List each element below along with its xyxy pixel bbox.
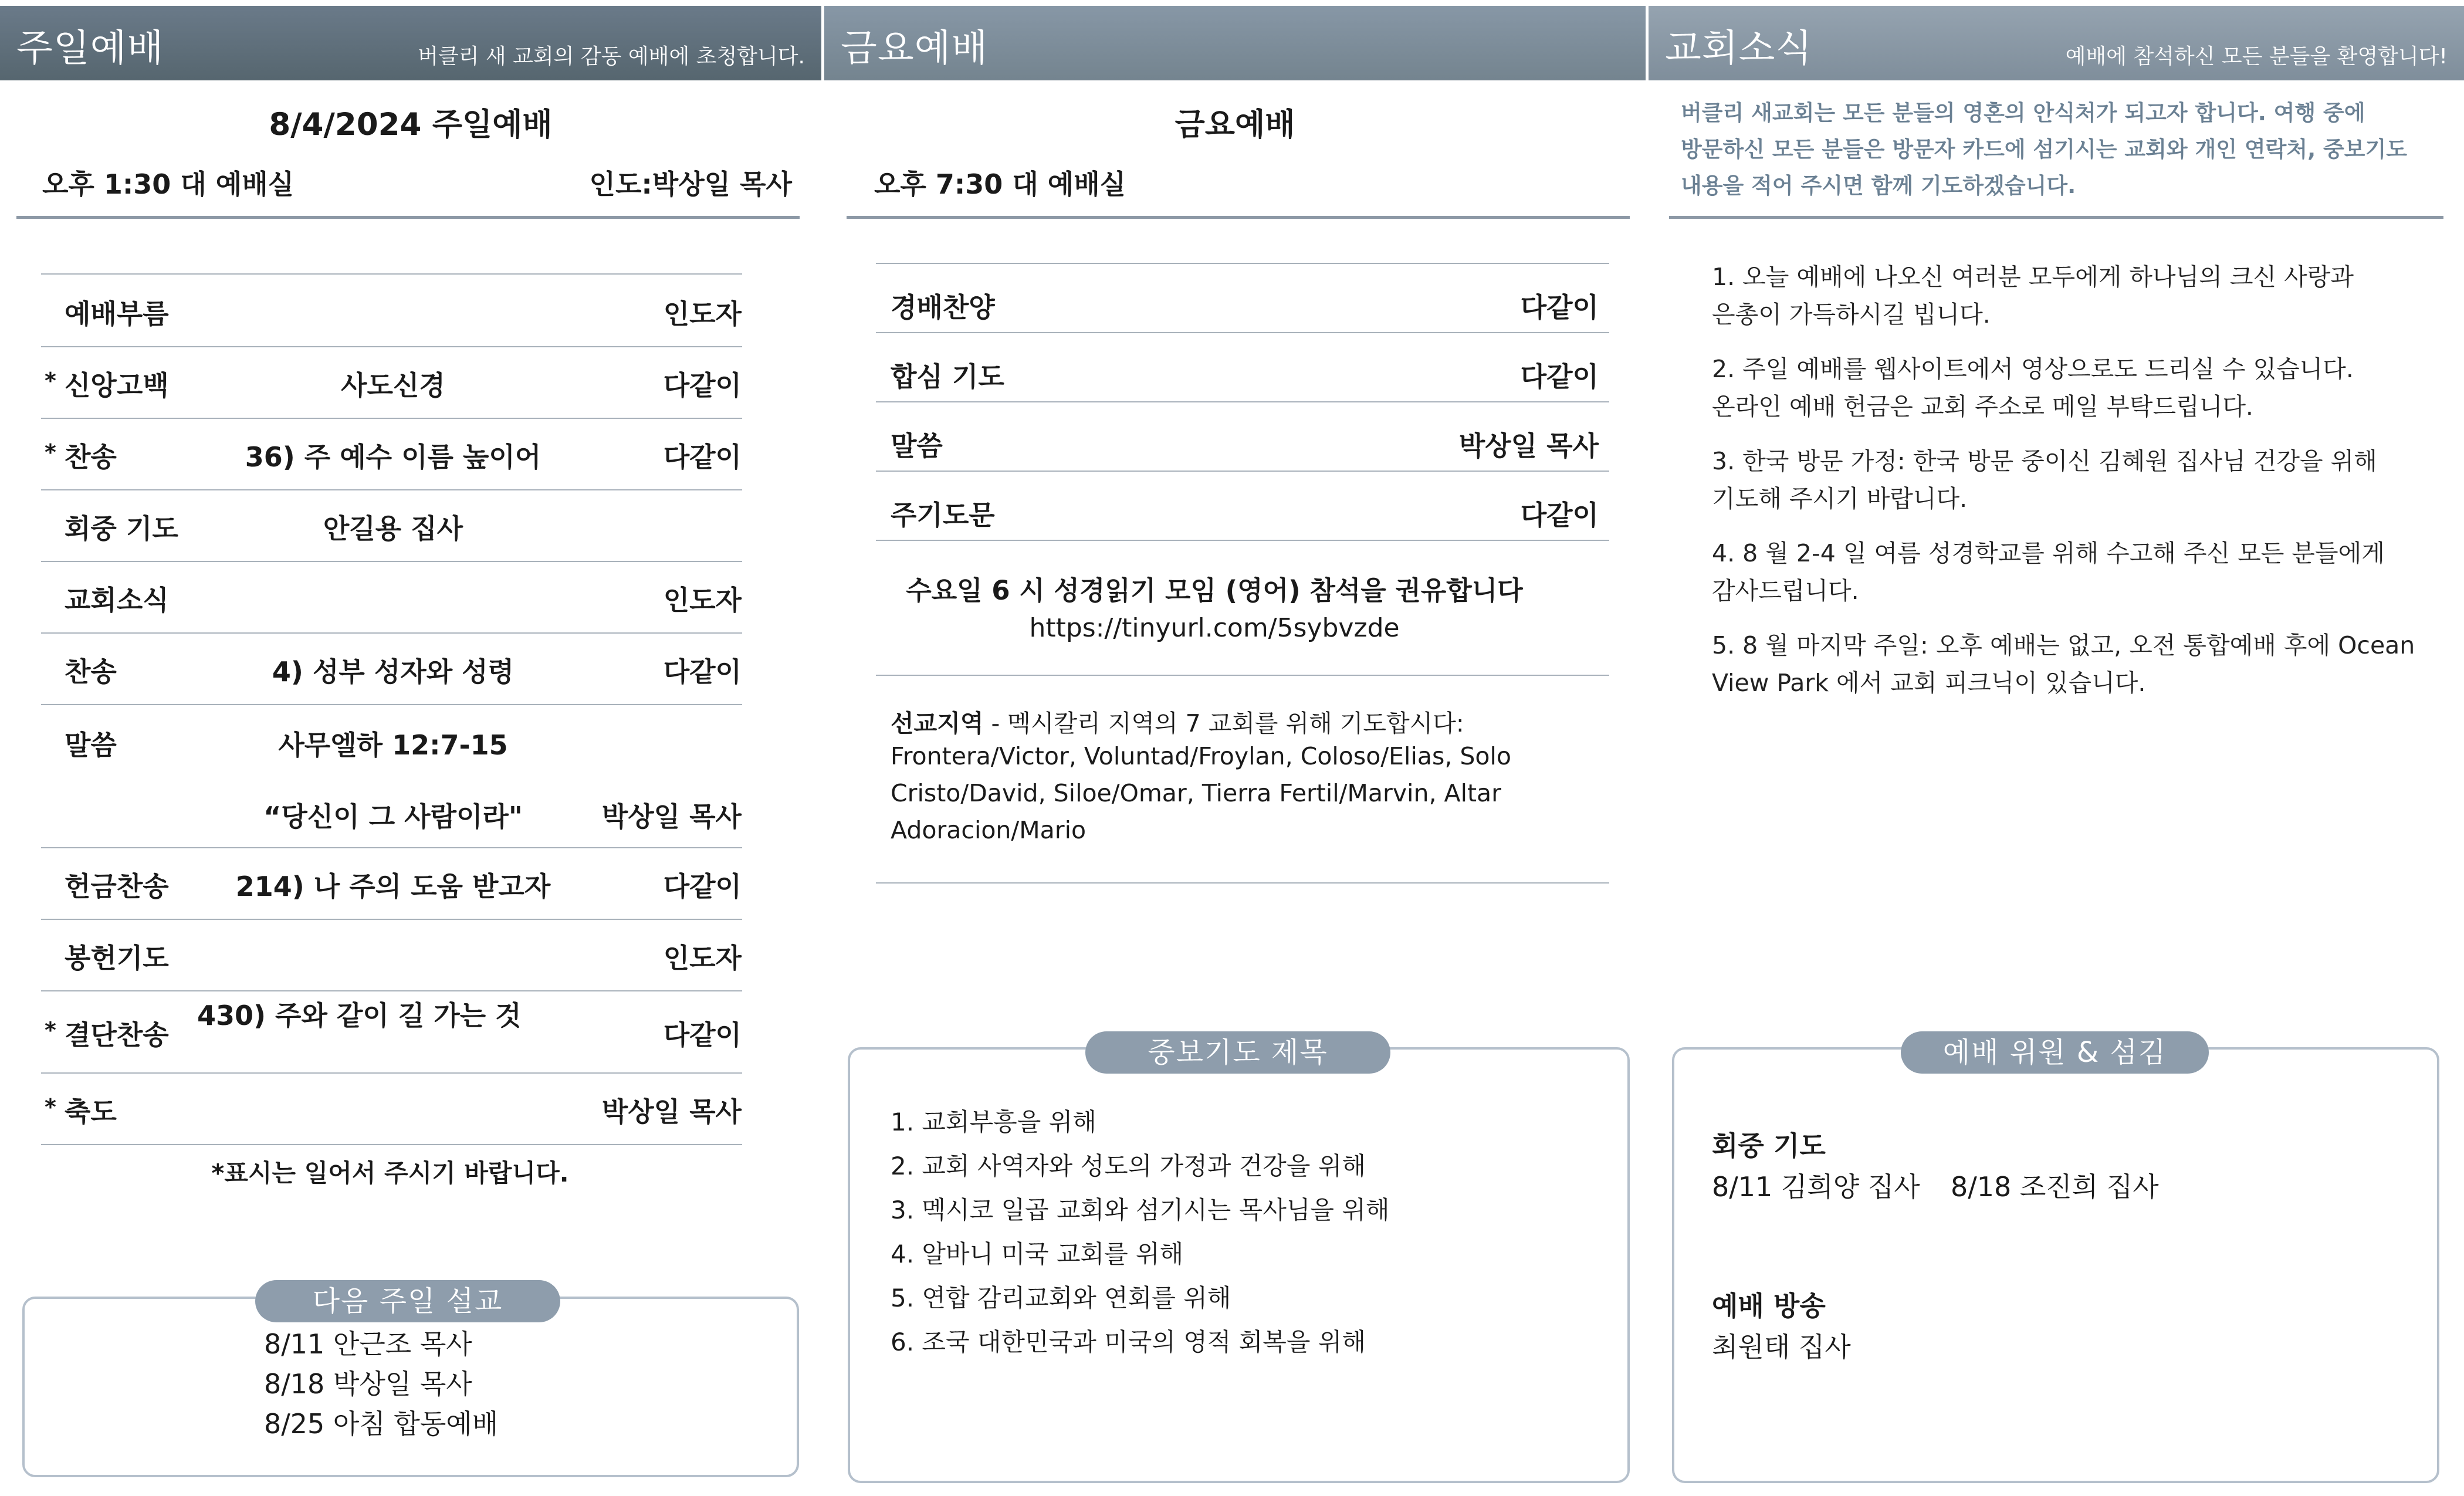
mission-line: Adoracion/Mario <box>891 816 1087 844</box>
news-header-subtitle: 예배에 참석하신 모든 분들을 환영합니다! <box>2065 45 2448 69</box>
notice-line: 버클리 새교회는 모든 분들의 영혼의 안식처가 되고자 합니다. 여행 중에 <box>1681 100 2365 126</box>
news-item <box>1712 350 2354 425</box>
order-rule <box>876 263 1609 264</box>
order-leader: 다같이 <box>663 656 742 688</box>
news-line: 3. 한국 방문 가정: 한국 방문 중이신 김혜원 집사님 건강을 위해 <box>1712 447 2377 475</box>
prayer-item: 6. 조국 대한민국과 미국의 영적 회복을 위해 <box>891 1328 1366 1356</box>
news-line: 1. 오늘 예배에 나오신 여러분 모두에게 하나님의 크신 사랑과 <box>1712 263 2354 291</box>
news-line: 4. 8 월 2-4 일 여름 성경학교를 위해 수고해 주신 모든 분들에게 <box>1712 539 2385 567</box>
order-item: 찬송 <box>65 441 117 473</box>
staff-box <box>1672 1047 2439 1483</box>
order-content: 안길용 집사 <box>323 513 463 544</box>
order-leader: 다같이 <box>663 871 742 902</box>
broadcast-label: 예배 방송 <box>1712 1290 1826 1322</box>
order-leader: 인도자 <box>663 298 742 330</box>
order-leader: 다같이 <box>1520 361 1599 392</box>
staff-title: 예배 위원 & 섬김 <box>1901 1031 2209 1074</box>
order-rule <box>876 471 1609 472</box>
order-rule <box>876 332 1609 333</box>
order-rule <box>41 1144 742 1145</box>
friday-title: 금요예배 <box>1175 107 1295 143</box>
order-rule <box>41 1072 742 1074</box>
order-rule <box>41 632 742 634</box>
order-content: 36) 주 예수 이름 높이어 <box>245 441 541 473</box>
order-leader: 인도자 <box>663 584 742 616</box>
order-item: 찬송 <box>65 656 117 688</box>
sunday-header-subtitle: 버클리 새 교회의 감동 예배에 초청합니다. <box>418 45 805 69</box>
prayer-item: 1. 교회부흥을 위해 <box>891 1108 1096 1136</box>
order-item: 축도 <box>65 1096 117 1128</box>
prayer-item: 5. 연합 감리교회와 연회를 위해 <box>891 1284 1231 1312</box>
order-leader: 다같이 <box>663 1019 742 1051</box>
friday-header <box>824 6 1646 80</box>
mission-label: 선교지역 <box>891 709 984 737</box>
next-sermon-3: 8/25 아침 합동예배 <box>264 1408 499 1440</box>
news-item <box>1712 627 2415 702</box>
news-line: 감사드립니다. <box>1712 577 1859 605</box>
order-item: 주기도문 <box>891 499 995 531</box>
order-leader: 박상일 목사 <box>601 1096 742 1128</box>
order-rule <box>41 561 742 562</box>
news-panel <box>1649 6 2464 1496</box>
order-rule <box>41 273 742 275</box>
mission-line: Frontera/Victor, Voluntad/Froylan, Coloso/Elias, Solo <box>891 742 1511 770</box>
friday-header-rule <box>847 216 1630 219</box>
wednesday-title: 수요일 6 시 성경읽기 모임 (영어) 참석을 권유합니다 <box>906 575 1523 606</box>
news-header-rule <box>1669 216 2443 219</box>
welcome-notice <box>1681 95 2407 204</box>
order-item: 경배찬양 <box>891 292 995 323</box>
wednesday-url[interactable]: https://tinyurl.com/5sybvzde <box>1029 613 1400 643</box>
order-rule <box>41 919 742 920</box>
divider <box>876 882 1609 884</box>
order-rule <box>876 540 1609 541</box>
order-leader: 박상일 목사 <box>601 801 742 832</box>
order-rule <box>41 704 742 705</box>
order-item: 합심 기도 <box>891 361 1004 392</box>
sunday-date-title: 8/4/2024 주일예배 <box>269 107 553 143</box>
order-leader: 다같이 <box>663 441 742 473</box>
prayer-staff-2: 8/18 조진희 집사 <box>1951 1171 2159 1203</box>
order-rule <box>41 847 742 848</box>
prayer-staff-1: 8/11 김희양 집사 <box>1712 1171 1920 1203</box>
news-item <box>1712 534 2385 610</box>
next-sermon-title: 다음 주일 설교 <box>255 1280 560 1322</box>
order-content: 사무엘하 12:7-15 <box>278 729 508 761</box>
next-sermon-2: 8/18 박상일 목사 <box>264 1368 472 1400</box>
order-item: 말씀 <box>891 430 943 462</box>
order-rule <box>876 401 1609 402</box>
order-rule <box>41 990 742 991</box>
stand-mark: * <box>45 1017 56 1043</box>
notice-line: 방문하신 모든 분들은 방문자 카드에 섬기시는 교회와 개인 연락처, 중보기도 <box>1681 137 2407 162</box>
notice-line: 내용을 적어 주시면 함께 기도하겠습니다. <box>1681 173 2076 198</box>
friday-panel <box>824 6 1646 1496</box>
prayer-item: 3. 멕시코 일곱 교회와 섬기시는 목사님을 위해 <box>891 1196 1390 1224</box>
news-line: 2. 주일 예배를 웹사이트에서 영상으로도 드리실 수 있습니다. <box>1712 355 2354 383</box>
sunday-panel <box>0 6 821 1496</box>
mission-line: Cristo/David, Siloe/Omar, Tierra Fertil/Marvin, Altar <box>891 779 1502 807</box>
prayer-item: 4. 알바니 미국 교회를 위해 <box>891 1240 1184 1268</box>
order-item: 회중 기도 <box>65 513 178 544</box>
friday-time-place: 오후 7:30 대 예배실 <box>874 168 1126 200</box>
news-header-title: 교회소식 <box>1665 27 1813 70</box>
sunday-leader: 인도:박상일 목사 <box>589 168 792 200</box>
order-leader: 인도자 <box>663 942 742 974</box>
order-item: 말씀 <box>65 729 117 761</box>
stand-mark: * <box>45 368 56 394</box>
order-item: 신앙고백 <box>65 370 169 401</box>
next-sermon-1: 8/11 안근조 목사 <box>264 1328 472 1360</box>
divider <box>876 675 1609 676</box>
order-content: 214) 나 주의 도움 받고자 <box>235 871 551 902</box>
stand-note: *표시는 일어서 주시기 바랍니다. <box>211 1159 569 1187</box>
news-line: View Park 에서 교회 피크닉이 있습니다. <box>1712 669 2146 697</box>
sunday-header-rule <box>16 216 800 219</box>
order-rule <box>41 489 742 490</box>
news-item <box>1712 258 2354 333</box>
news-header <box>1649 6 2464 80</box>
order-content: 4) 성부 성자와 성령 <box>272 656 515 688</box>
order-content: 사도신경 <box>341 370 445 401</box>
order-rule <box>41 418 742 419</box>
order-leader: 다같이 <box>663 370 742 401</box>
news-line: 온라인 예배 헌금은 교회 주소로 메일 부탁드립니다. <box>1712 392 2253 421</box>
order-content: 430) 주와 같이 길 가는 것 <box>197 1000 522 1031</box>
order-leader: 다같이 <box>1520 499 1599 531</box>
news-line: 5. 8 월 마지막 주일: 오후 예배는 없고, 오전 통합예배 후에 Ocean <box>1712 631 2415 659</box>
order-item: 결단찬송 <box>65 1019 169 1051</box>
prayer-item: 2. 교회 사역자와 성도의 가정과 건강을 위해 <box>891 1152 1366 1180</box>
order-item: 봉헌기도 <box>65 942 169 974</box>
prayer-title: 중보기도 제목 <box>1085 1031 1390 1074</box>
stand-mark: * <box>45 439 56 465</box>
order-content: “당신이 그 사람이라" <box>263 801 523 832</box>
order-item: 헌금찬송 <box>65 871 169 902</box>
mission-text: - 멕시칼리 지역의 7 교회를 위해 기도합시다: <box>983 709 1464 737</box>
mission-heading <box>891 704 1464 739</box>
sunday-time-place: 오후 1:30 대 예배실 <box>42 168 295 200</box>
sunday-header-title: 주일예배 <box>16 27 164 70</box>
order-leader: 박상일 목사 <box>1458 430 1599 462</box>
news-line: 기도해 주시기 바랍니다. <box>1712 485 1968 513</box>
order-leader: 다같이 <box>1520 292 1599 323</box>
news-item <box>1712 442 2377 517</box>
order-item: 교회소식 <box>65 584 169 616</box>
prayer-label: 회중 기도 <box>1712 1130 1826 1162</box>
order-rule <box>41 346 742 347</box>
news-line: 은총이 가득하시길 빕니다. <box>1712 300 1991 329</box>
stand-mark: * <box>45 1094 56 1120</box>
sunday-header <box>0 6 821 80</box>
friday-header-title: 금요예배 <box>841 27 989 70</box>
order-item: 예배부름 <box>65 298 169 330</box>
broadcast-name: 최원태 집사 <box>1712 1331 1851 1363</box>
